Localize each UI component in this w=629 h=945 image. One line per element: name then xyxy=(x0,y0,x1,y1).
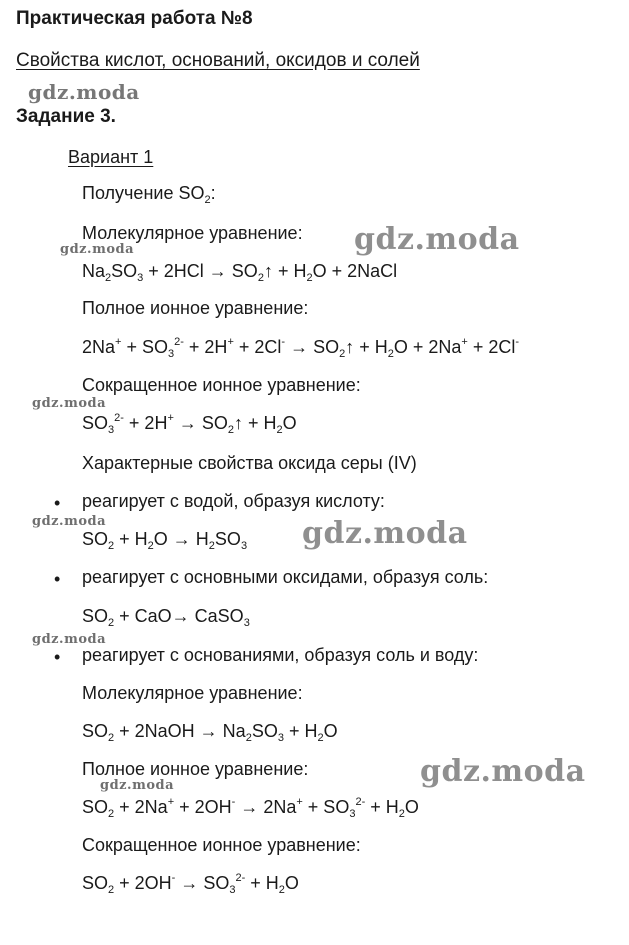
bullet-item-2: реагирует с основными оксидами, образуя соль: xyxy=(82,567,489,587)
equation-full-ionic-1: $2Na^+ + SO_3^{2-} + 2H^+ + 2Cl^-$ → $SO_2↑ + H_2O + 2Na^+ + 2Cl^-$ xyxy=(82,336,520,360)
bullet-item-1: реагирует с водой, образуя кислоту: xyxy=(82,491,385,511)
equation-full-ionic-2: $SO_2 + 2Na^+ + 2OH^- \to 2Na^+ + SO_3^{2-} + H_2O$ xyxy=(82,796,419,820)
molecular-label-2: Молекулярное уравнение: xyxy=(82,683,303,703)
watermark-logo: gdz.moda xyxy=(420,754,586,789)
equation-basic-oxide: $SO_2 + CaO\to$ CaSO$_3$ xyxy=(82,606,250,629)
topic-heading: Свойства кислот, оснований, оксидов и солей xyxy=(16,50,420,71)
obtain-label: Получение $SO_2$: xyxy=(82,183,216,206)
properties-heading: Характерные свойства оксида серы (IV) xyxy=(82,453,417,473)
equation-molecular-2: $SO_2$ + 2NaOH → $Na_2SO_3 + H_2O$ xyxy=(82,721,338,744)
variant-heading: Вариант 1 xyxy=(68,147,154,167)
equation-short-ionic-2: $SO_2 + 2OH^- \to SO_3^{2-} + H_2O$ xyxy=(82,872,299,896)
bullet-item-3: реагирует с основаниями, образуя соль и воду: xyxy=(82,645,479,665)
watermark-logo: gdz.moda xyxy=(60,242,135,257)
equation-water: $SO_2 + H_2O \to H_2SO_3$ xyxy=(82,529,248,552)
watermark-logo: gdz.moda xyxy=(100,778,175,793)
molecular-label-1: Молекулярное уравнение: xyxy=(82,223,303,243)
equation-molecular-1: $Na_2SO_3 + 2HCl$ → $SO_2↑ + H_2O$ + 2NaCl xyxy=(82,261,398,284)
watermark-logo: gdz.moda xyxy=(302,516,468,551)
watermark-logo: gdz.moda xyxy=(32,514,107,529)
bullet-marker: • xyxy=(54,493,61,513)
full-ionic-label-2: Полное ионное уравнение: xyxy=(82,759,309,779)
bullet-marker: • xyxy=(54,647,61,667)
watermark-logo: gdz.moda xyxy=(32,632,107,647)
equation-short-ionic-1: $SO_3^{2-} + 2H^+$ → $SO_2↑ + H_2O$ xyxy=(82,412,297,436)
short-ionic-label-2: Сокращенное ионное уравнение: xyxy=(82,835,361,855)
page-title: Практическая работа №8 xyxy=(16,8,253,29)
watermark-logo: gdz.moda xyxy=(354,222,520,257)
watermark-logo: gdz.moda xyxy=(32,396,107,411)
bullet-marker: • xyxy=(54,569,61,589)
task-heading: Задание 3. xyxy=(16,106,116,127)
full-ionic-label-1: Полное ионное уравнение: xyxy=(82,298,309,318)
short-ionic-label-1: Сокращенное ионное уравнение: xyxy=(82,375,361,395)
watermark-logo: gdz.moda xyxy=(28,80,140,104)
